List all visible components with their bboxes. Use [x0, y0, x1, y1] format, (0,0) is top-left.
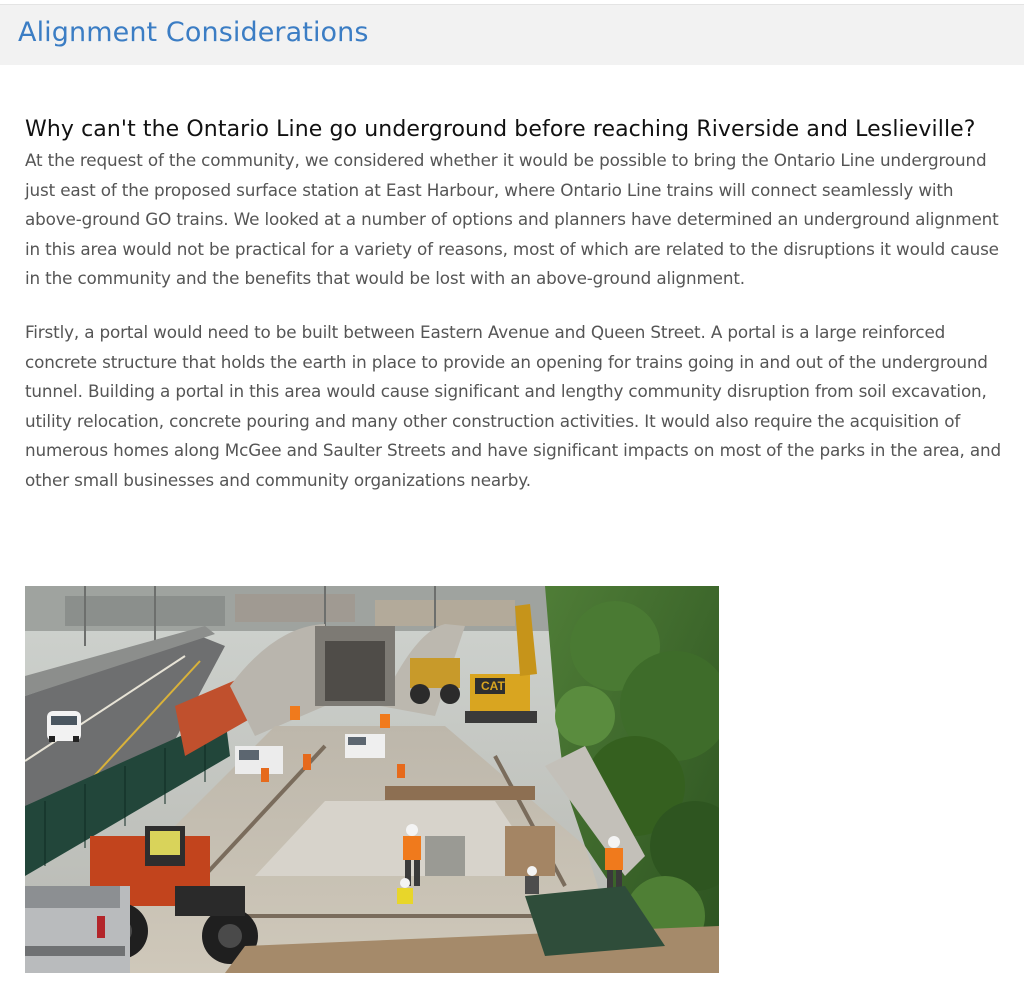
faq-answer-paragraph-2: Firstly, a portal would need to be built between Eastern Avenue and Queen Street. A portal is a large reinforced concrete structure that holds the earth in place to provide an opening for trains going in and out of the underground tunnel. Building a portal in this area would cause significant and lengthy community disruption from soil excavation, utility relocation, concrete pouring and many other construction activities. It would also require the acquisition of numerous homes along McGee and Saulter Streets and have significant impacts on most of the parks in the area, and other small businesses and community organizations nearby. [25, 321, 1001, 490]
construction-photo [25, 586, 719, 973]
excavator-brand-label: CAT [481, 679, 505, 693]
construction-photo-illustration [25, 586, 719, 973]
faq-question: Why can't the Ontario Line go underground before reaching Riverside and Leslieville? [25, 117, 976, 142]
section-header [0, 4, 1024, 65]
faq-answer-paragraph-1: At the request of the community, we considered whether it would be possible to bring the Ontario Line underground just east of the proposed surface station at East Harbour, where Ontario Line trains will connect seamlessly with above-ground GO trains. We looked at a number of options and planners have determined an underground alignment in this area would not be practical for a variety of reasons, most of which are related to the disruptions it would cause in the community and the benefits that would be lost with an above-ground alignment. [25, 150, 999, 289]
faq-item [25, 115, 1005, 496]
section-title: Alignment Considerations [18, 17, 369, 48]
